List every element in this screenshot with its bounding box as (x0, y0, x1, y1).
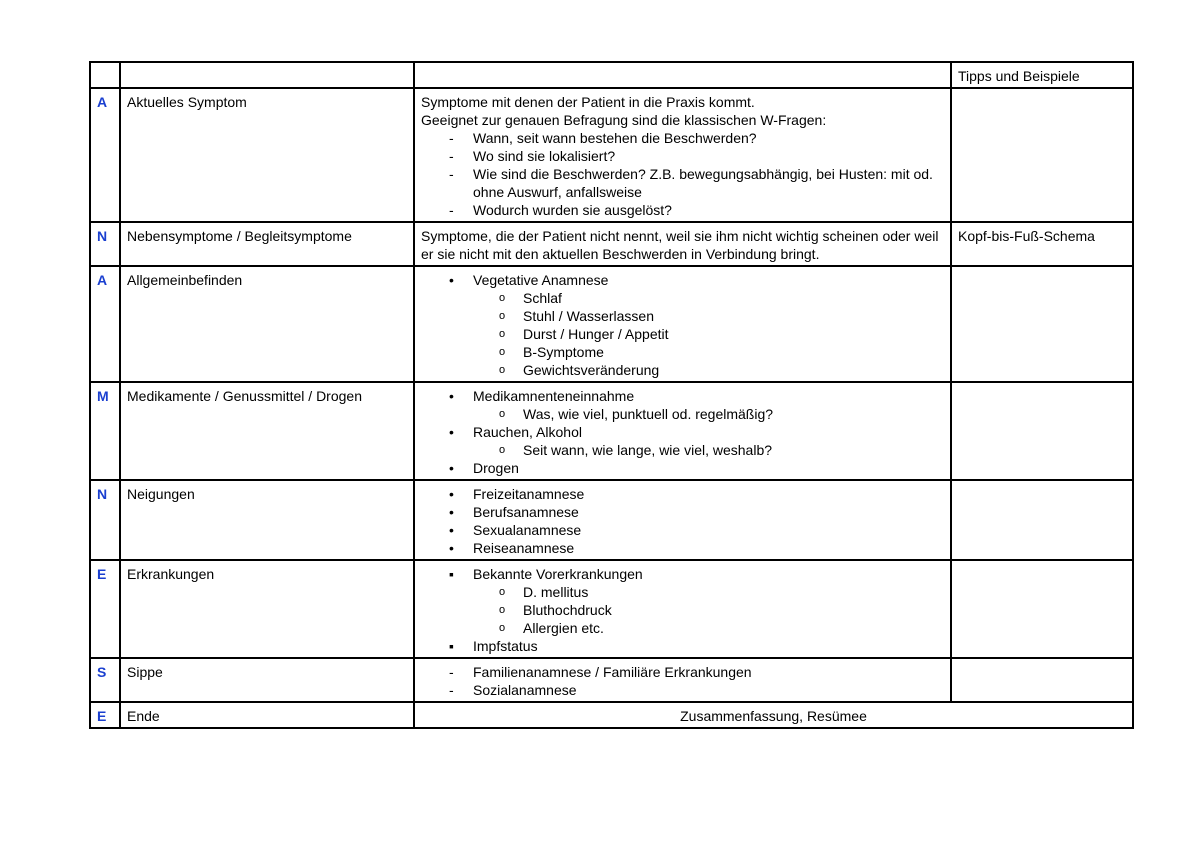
bullet-marker: ▪ (449, 566, 454, 582)
bullet-marker: - (449, 682, 454, 698)
item-list (421, 565, 944, 655)
list-item (421, 441, 944, 459)
row-letter: M (90, 382, 120, 480)
list-item-text: Stuhl / Wasserlassen (523, 308, 654, 324)
bullet-marker: o (499, 292, 506, 304)
list-item-text: Drogen (473, 460, 519, 476)
list-item-text: Bekannte Vorerkrankungen (473, 566, 643, 582)
header-tips-cell: Tipps und Beispiele (951, 62, 1133, 88)
list-item (421, 619, 944, 637)
item-list (421, 387, 944, 477)
row-tip (951, 560, 1133, 658)
description-text: Geeignet zur genauen Befragung sind die klassischen W-Fragen: (421, 112, 827, 128)
bullet-marker: • (449, 504, 454, 520)
row-tip (951, 382, 1133, 480)
list-item (421, 423, 944, 441)
row-description (414, 480, 951, 560)
list-item-text: Familienanamnese / Familiäre Erkrankungen (473, 664, 752, 680)
row-tip (951, 266, 1133, 382)
table-row (90, 382, 1133, 480)
list-item-text: Allergien etc. (523, 620, 604, 636)
bullet-marker: o (499, 310, 506, 322)
row-topic: Erkrankungen (120, 560, 414, 658)
bullet-marker: o (499, 364, 506, 376)
summary-cell: Zusammenfassung, Resümee (414, 702, 1133, 728)
list-item-text: Wodurch wurden sie ausgelöst? (473, 202, 672, 218)
item-list (421, 271, 944, 379)
bullet-marker: - (449, 664, 454, 680)
row-letter: N (90, 222, 120, 266)
header-letter-cell (90, 62, 120, 88)
list-item-text: D. mellitus (523, 584, 589, 600)
list-item-text: Durst / Hunger / Appetit (523, 326, 669, 342)
row-topic: Aktuelles Symptom (120, 88, 414, 222)
bullet-marker: - (449, 166, 454, 182)
item-list (421, 485, 944, 557)
list-item-text: Berufsanamnese (473, 504, 579, 520)
list-item (421, 361, 944, 379)
bullet-marker: • (449, 540, 454, 556)
row-letter: N (90, 480, 120, 560)
list-item-text: Gewichtsveränderung (523, 362, 660, 378)
bullet-marker: o (499, 586, 506, 598)
list-item (421, 271, 944, 289)
list-item-text: Vegetative Anamnese (473, 272, 609, 288)
bullet-marker: • (449, 522, 454, 538)
list-item-text: Freizeitanamnese (473, 486, 585, 502)
row-topic: Medikamente / Genussmittel / Drogen (120, 382, 414, 480)
table-row (90, 480, 1133, 560)
row-letter: E (90, 702, 120, 728)
row-letter: S (90, 658, 120, 702)
row-description (414, 560, 951, 658)
row-topic: Ende (120, 702, 414, 728)
list-item-text: Wo sind sie lokalisiert? (473, 148, 616, 164)
bullet-marker: o (499, 328, 506, 340)
list-item (421, 521, 944, 539)
list-item (421, 129, 944, 147)
table-row (90, 222, 1133, 266)
row-description (414, 222, 951, 266)
list-item-text: Impfstatus (473, 638, 538, 654)
list-item (421, 681, 944, 699)
row-tip: Kopf-bis-Fuß-Schema (951, 222, 1133, 266)
list-item (421, 663, 944, 681)
bullet-marker: o (499, 622, 506, 634)
bullet-marker: • (449, 272, 454, 288)
anamnesis-table (89, 61, 1134, 729)
bullet-marker: • (449, 424, 454, 440)
bullet-marker: • (449, 486, 454, 502)
row-description (414, 266, 951, 382)
bullet-marker: o (499, 444, 506, 456)
list-item (421, 459, 944, 477)
list-item-text: Sexualanamnese (473, 522, 582, 538)
header-description-cell (414, 62, 951, 88)
list-item-text: Medikamnenteneinnahme (473, 388, 635, 404)
list-item-text: Rauchen, Alkohol (473, 424, 582, 440)
bullet-marker: - (449, 202, 454, 218)
list-item-text: Reiseanamnese (473, 540, 575, 556)
row-tip (951, 658, 1133, 702)
row-tip (951, 480, 1133, 560)
list-item (421, 601, 944, 619)
row-tip (951, 88, 1133, 222)
list-item (421, 307, 944, 325)
table-row (90, 560, 1133, 658)
table-row (90, 88, 1133, 222)
table-row-ende (90, 702, 1133, 728)
list-item-text: Seit wann, wie lange, wie viel, weshalb? (523, 442, 773, 458)
list-item (421, 343, 944, 361)
bullet-marker: • (449, 460, 454, 476)
bullet-marker: - (449, 130, 454, 146)
header-topic-cell (120, 62, 414, 88)
list-item (421, 637, 944, 655)
description-text: Symptome mit denen der Patient in die Praxis kommt. (421, 94, 755, 110)
list-item-text: Bluthochdruck (523, 602, 612, 618)
row-description (414, 88, 951, 222)
bullet-marker: • (449, 388, 454, 404)
list-item (421, 147, 944, 165)
table-row (90, 266, 1133, 382)
header-row (90, 62, 1133, 88)
list-item (421, 405, 944, 423)
list-item (421, 325, 944, 343)
bullet-marker: o (499, 604, 506, 616)
row-description (414, 382, 951, 480)
row-letter: A (90, 88, 120, 222)
list-item (421, 387, 944, 405)
row-description (414, 658, 951, 702)
list-item-text: Wie sind die Beschwerden? Z.B. bewegungsabhängig, bei Husten: mit od. ohne Auswurf, anfallsweise (473, 166, 933, 200)
list-item-text: Was, wie viel, punktuell od. regelmäßig? (523, 406, 774, 422)
list-item (421, 503, 944, 521)
table-row (90, 658, 1133, 702)
bullet-marker: o (499, 408, 506, 420)
list-item-text: Sozialanamnese (473, 682, 577, 698)
list-item (421, 565, 944, 583)
row-letter: A (90, 266, 120, 382)
row-topic: Neigungen (120, 480, 414, 560)
list-item (421, 165, 944, 201)
description-text: Symptome, die der Patient nicht nennt, weil sie ihm nicht wichtig scheinen oder weil er sie nicht mit den aktuellen Beschwerden in Verbindung bringt. (421, 228, 939, 262)
row-topic: Allgemeinbefinden (120, 266, 414, 382)
list-item (421, 201, 944, 219)
list-item (421, 289, 944, 307)
list-item-text: Schlaf (523, 290, 562, 306)
row-topic: Nebensymptome / Begleitsymptome (120, 222, 414, 266)
list-item (421, 485, 944, 503)
list-item (421, 539, 944, 557)
item-list (421, 129, 944, 219)
item-list (421, 663, 944, 699)
list-item-text: Wann, seit wann bestehen die Beschwerden? (473, 130, 757, 146)
row-letter: E (90, 560, 120, 658)
bullet-marker: ▪ (449, 638, 454, 654)
list-item-text: B-Symptome (523, 344, 604, 360)
list-item (421, 583, 944, 601)
row-topic: Sippe (120, 658, 414, 702)
bullet-marker: o (499, 346, 506, 358)
bullet-marker: - (449, 148, 454, 164)
